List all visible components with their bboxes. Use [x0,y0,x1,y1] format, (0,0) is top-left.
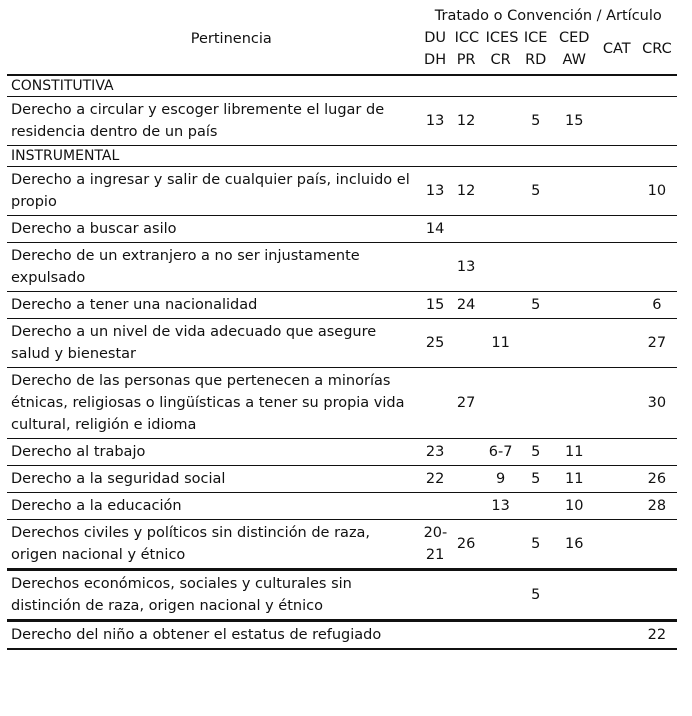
cell-cedaw: 10 [552,493,597,520]
cell-icescr: 6-7 [482,439,520,466]
cell-icerd: 5 [520,292,552,319]
row-label: Derecho a la educación [7,493,420,520]
cell-icerd [520,368,552,439]
table-row [7,439,677,466]
cell-crc [637,520,677,570]
cell-cedaw [552,216,597,243]
cell-icerd [520,216,552,243]
cell-cedaw: 16 [552,520,597,570]
rights-table [7,3,677,650]
cell-cat [597,570,637,621]
cell-cedaw [552,621,597,650]
cell-crc: 28 [637,493,677,520]
cell-icescr [482,520,520,570]
row-label: Derecho a tener una nacionalidad [7,292,420,319]
cell-iccpr [451,319,482,368]
cell-cat [597,243,637,292]
cell-icescr [482,368,520,439]
cell-dudh [420,493,451,520]
table-row [7,493,677,520]
cell-iccpr: 13 [451,243,482,292]
cell-iccpr: 12 [451,97,482,146]
column-header-iccpr: ICC PR [454,30,480,68]
cell-dudh [420,621,451,650]
cell-icerd: 5 [520,167,552,216]
cell-icescr: 13 [482,493,520,520]
row-label: Derechos civiles y políticos sin distinción de raza, origen nacional y étnico [7,520,420,570]
cell-crc: 26 [637,466,677,493]
cell-cedaw [552,368,597,439]
cell-cedaw: 11 [552,439,597,466]
table-row [7,368,677,439]
row-label: Derecho a ingresar y salir de cualquier país, incluido el propio [7,167,420,216]
table-row [7,319,677,368]
table-row [7,466,677,493]
cell-cat [597,439,637,466]
cell-crc: 10 [637,167,677,216]
table-row [7,621,677,650]
section-row-constitutiva [7,75,677,97]
section-label-instrumental: INSTRUMENTAL [7,146,677,167]
cell-cat [597,493,637,520]
cell-dudh: 13 [420,167,451,216]
cell-icescr [482,97,520,146]
cell-cedaw [552,243,597,292]
cell-icescr [482,167,520,216]
cell-crc [637,570,677,621]
cell-dudh: 23 [420,439,451,466]
cell-dudh [420,570,451,621]
cell-cat [597,216,637,243]
cell-icescr [482,621,520,650]
cell-iccpr: 27 [451,368,482,439]
column-header-icescr: ICES CR [485,30,519,68]
cell-icescr [482,292,520,319]
header-treaty-group: Tratado o Convención / Artículo [434,8,662,24]
cell-icerd [520,493,552,520]
cell-cedaw [552,167,597,216]
cell-crc [637,216,677,243]
cell-dudh: 13 [420,97,451,146]
cell-dudh: 20-21 [420,520,451,570]
cell-cat [597,368,637,439]
cell-icerd: 5 [520,570,552,621]
cell-cedaw [552,292,597,319]
cell-cat [597,621,637,650]
cell-icerd [520,319,552,368]
cell-cat [597,520,637,570]
cell-dudh: 25 [420,319,451,368]
cell-crc: 6 [637,292,677,319]
cell-icerd: 5 [520,520,552,570]
row-label: Derecho a circular y escoger libremente el lugar de residencia dentro de un país [7,97,420,146]
cell-icescr [482,243,520,292]
row-label: Derecho de las personas que pertenecen a minorías étnicas, religiosas o lingüísticas a tener su propia vida cultural, religión e idioma [7,368,420,439]
cell-crc [637,439,677,466]
cell-crc: 27 [637,319,677,368]
cell-icerd [520,621,552,650]
section-row-instrumental [7,146,677,167]
cell-icerd [520,243,552,292]
row-label: Derecho de un extranjero a no ser injustamente expulsado [7,243,420,292]
cell-iccpr: 26 [451,520,482,570]
cell-cedaw [552,319,597,368]
cell-iccpr [451,493,482,520]
cell-icescr: 11 [482,319,520,368]
cell-iccpr [451,570,482,621]
cell-icerd: 5 [520,439,552,466]
cell-dudh: 14 [420,216,451,243]
cell-iccpr [451,439,482,466]
cell-cat [597,319,637,368]
cell-dudh [420,243,451,292]
cell-crc: 22 [637,621,677,650]
table-row [7,243,677,292]
cell-cedaw: 11 [552,466,597,493]
column-header-crc: CRC [642,41,672,57]
table-row [7,97,677,146]
row-label: Derecho del niño a obtener el estatus de refugiado [7,621,420,650]
cell-crc [637,243,677,292]
row-label: Derecho a un nivel de vida adecuado que asegure salud y bienestar [7,319,420,368]
cell-dudh: 22 [420,466,451,493]
cell-cedaw [552,570,597,621]
cell-iccpr [451,466,482,493]
table-row [7,292,677,319]
cell-iccpr: 12 [451,167,482,216]
column-header-icerd: ICE RD [523,30,548,68]
cell-crc: 30 [637,368,677,439]
cell-icescr: 9 [482,466,520,493]
cell-icerd: 5 [520,466,552,493]
table-row [7,216,677,243]
cell-icerd: 5 [520,97,552,146]
header-pertinencia: Pertinencia [190,30,272,47]
row-label: Derecho a buscar asilo [7,216,420,243]
table-row [7,167,677,216]
row-label: Derechos económicos, sociales y culturales sin distinción de raza, origen nacional y étnico [7,570,420,621]
column-header-cedaw: CED AW [559,30,590,68]
table-row [7,570,677,621]
row-label: Derecho a la seguridad social [7,466,420,493]
cell-cedaw: 15 [552,97,597,146]
row-label: Derecho al trabajo [7,439,420,466]
cell-dudh: 15 [420,292,451,319]
cell-iccpr [451,621,482,650]
section-label-constitutiva: CONSTITUTIVA [7,75,677,97]
column-header-cat: CAT [602,41,631,57]
cell-iccpr [451,216,482,243]
cell-icescr [482,570,520,621]
table-row [7,520,677,570]
cell-cat [597,292,637,319]
cell-crc [637,97,677,146]
cell-cat [597,97,637,146]
cell-iccpr: 24 [451,292,482,319]
cell-icescr [482,216,520,243]
cell-cat [597,167,637,216]
cell-dudh [420,368,451,439]
column-header-dudh: DU DH [424,30,447,68]
cell-cat [597,466,637,493]
